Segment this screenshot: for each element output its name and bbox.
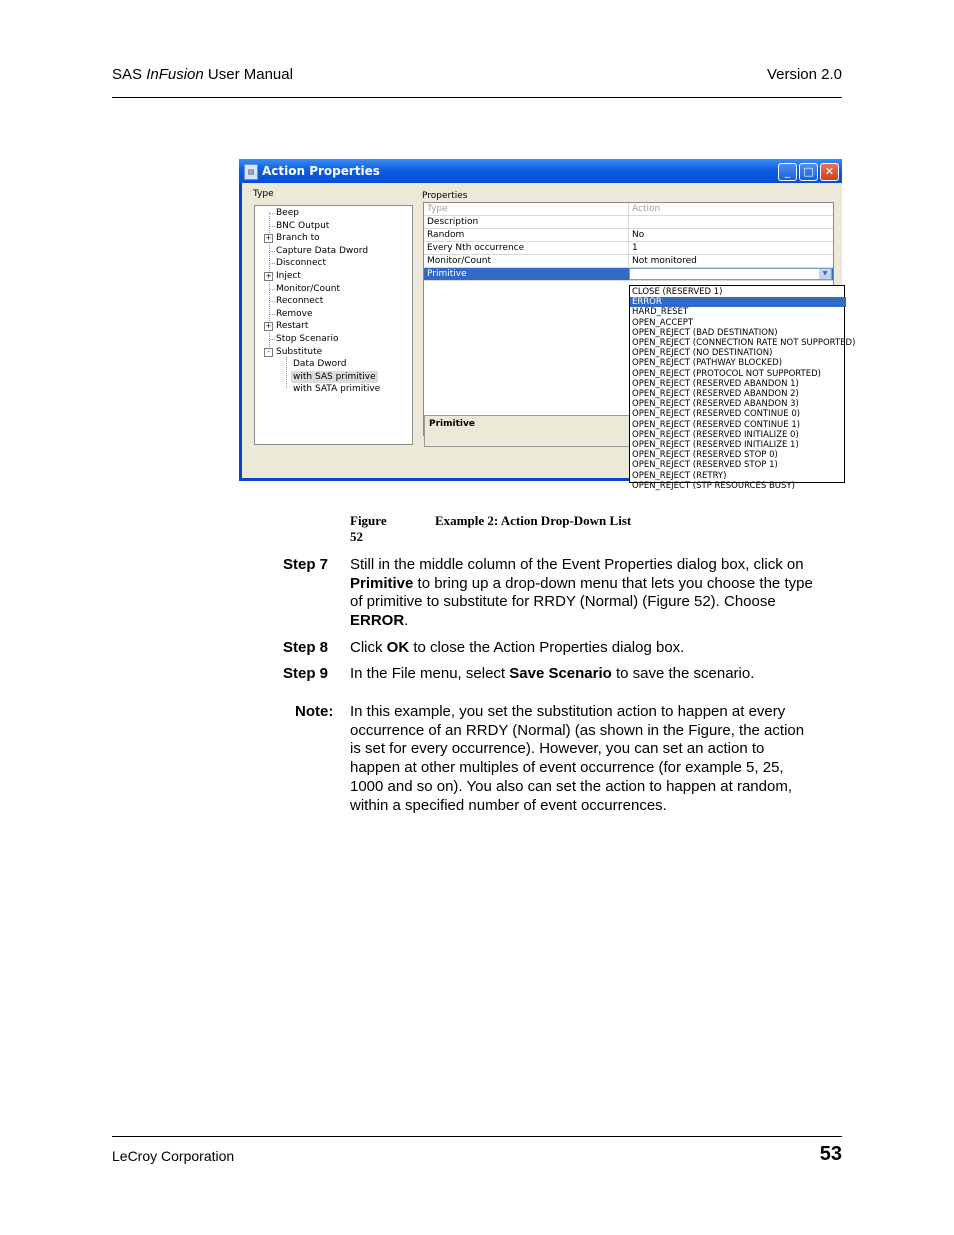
property-value: 1: [632, 243, 638, 253]
type-label: Type: [253, 189, 274, 199]
figure-caption-text: Example 2: Action Drop-Down List: [435, 513, 632, 528]
property-row[interactable]: [424, 242, 833, 255]
step-8-label: Step 8: [283, 639, 329, 656]
app-icon: ▤: [244, 164, 258, 180]
dropdown-option[interactable]: CLOSE (RESERVED 1): [632, 287, 723, 297]
grid-column-divider: [628, 203, 629, 215]
tree-branch-line: [270, 314, 275, 315]
tree-item[interactable]: Capture Data Dword: [276, 245, 369, 256]
properties-label: Properties: [422, 191, 468, 201]
dropdown-option[interactable]: OPEN_REJECT (RETRY): [632, 470, 727, 481]
property-key: Type: [427, 204, 448, 214]
window-titlebar: [239, 159, 842, 183]
tree-item[interactable]: Disconnect: [276, 258, 326, 269]
property-key: Monitor/Count: [427, 256, 491, 266]
dropdown-option[interactable]: OPEN_REJECT (BAD DESTINATION): [632, 327, 778, 338]
window-title: Action Properties: [262, 164, 380, 178]
expand-icon[interactable]: +: [265, 322, 272, 331]
dropdown-option[interactable]: OPEN_REJECT (CONNECTION RATE NOT SUPPORTED): [632, 338, 856, 348]
tree-branch-line: [270, 263, 275, 264]
minimize-button[interactable]: _: [778, 163, 797, 181]
figure-number: Figure 52: [350, 513, 387, 544]
primitive-combo-box[interactable]: [629, 268, 832, 280]
property-row[interactable]: [424, 229, 833, 242]
step-9-text: In the File menu, select Save Scenario to save the scenario.: [350, 665, 755, 682]
header-rule: [112, 97, 842, 98]
property-value: Action: [632, 204, 661, 214]
dropdown-option[interactable]: OPEN_REJECT (STP RESOURCES BUSY): [632, 480, 795, 491]
tree-child-item[interactable]: with SATA primitive: [293, 384, 381, 395]
property-key: Every Nth occurrence: [427, 243, 525, 253]
dropdown-option[interactable]: OPEN_REJECT (RESERVED STOP 0): [632, 450, 778, 461]
tree-connector-line: [286, 357, 287, 389]
footer-company: LeCroy Corporation: [112, 1148, 235, 1164]
tree-child-item[interactable]: Data Dword: [293, 359, 347, 370]
tree-item[interactable]: Stop Scenario: [276, 334, 339, 344]
running-header-title: SAS InFusion User Manual: [112, 66, 293, 83]
maximize-button[interactable]: □: [799, 163, 818, 181]
property-key: Description: [427, 217, 479, 227]
window-client-area: [242, 183, 856, 491]
dropdown-option[interactable]: OPEN_REJECT (RESERVED ABANDON 2): [632, 389, 799, 399]
footer-rule: [112, 1136, 842, 1137]
chevron-down-icon[interactable]: ▼: [819, 269, 831, 279]
property-description-box: [424, 415, 631, 447]
page-number: 53: [819, 1143, 842, 1165]
dropdown-option[interactable]: OPEN_REJECT (RESERVED CONTINUE 1): [632, 419, 801, 430]
dropdown-option[interactable]: HARD_RESET: [632, 307, 689, 318]
grid-column-divider: [628, 229, 629, 241]
note-label: Note:: [295, 703, 334, 720]
step-7-text: Still in the middle column of the Event Properties dialog box, click on Primitive to bring up a drop-down menu that lets you choose the type of primitive to substitute for RRDY (Normal) (Figure 52). Choose ERROR.: [350, 556, 813, 630]
note-text: In this example, you set the substitution action to happen at every occurrence of an RRDY (Normal) (as shown in the Figure, the action is set for every occurrence). However, you can set an action to happen at other multiples of event occurrence (for example 5, 25, 1000 and so on). You also can set the action to happen at random, within a specified number of event occurrences.: [350, 703, 805, 814]
tree-branch-line: [270, 226, 275, 227]
tree-item[interactable]: Reconnect: [276, 296, 324, 307]
grid-column-divider: [628, 242, 629, 254]
primitive-dropdown-list[interactable]: [629, 285, 856, 491]
action-properties-window: [239, 159, 856, 491]
tree-branch-line: [270, 289, 275, 290]
property-key: Random: [427, 230, 465, 240]
close-button[interactable]: ✕: [820, 163, 839, 181]
tree-item[interactable]: BNC Output: [276, 220, 330, 231]
type-tree[interactable]: [254, 205, 413, 445]
dropdown-option[interactable]: OPEN_REJECT (NO DESTINATION): [632, 348, 773, 359]
property-row[interactable]: [424, 216, 833, 229]
dropdown-option[interactable]: OPEN_REJECT (RESERVED ABANDON 3): [632, 399, 799, 410]
property-row[interactable]: [424, 268, 833, 281]
tree-child-item[interactable]: with SAS primitive: [293, 371, 376, 382]
tree-branch-line: [270, 339, 275, 340]
property-row[interactable]: [424, 255, 833, 268]
step-9-label: Step 9: [283, 665, 329, 682]
tree-item[interactable]: Monitor/Count: [276, 283, 340, 294]
tree-item[interactable]: Substitute: [276, 346, 323, 357]
dropdown-option[interactable]: OPEN_REJECT (RESERVED CONTINUE 0): [632, 409, 801, 420]
dropdown-option[interactable]: ERROR: [630, 297, 846, 307]
tree-item[interactable]: Restart: [276, 321, 309, 332]
grid-column-divider: [628, 216, 629, 228]
dropdown-option[interactable]: OPEN_REJECT (PATHWAY BLOCKED): [632, 358, 783, 369]
running-header-version: Version 2.0: [766, 66, 842, 83]
tree-branch-line: [270, 251, 275, 252]
collapse-icon[interactable]: -: [264, 348, 273, 357]
tree-branch-line: [270, 301, 275, 302]
expand-icon[interactable]: +: [265, 234, 272, 243]
tree-item[interactable]: Branch to: [276, 233, 320, 244]
dropdown-option[interactable]: OPEN_REJECT (PROTOCOL NOT SUPPORTED): [632, 368, 821, 379]
step-8-text: Click OK to close the Action Properties dialog box.: [350, 639, 685, 656]
dropdown-option[interactable]: OPEN_REJECT (RESERVED ABANDON 1): [632, 378, 799, 389]
dropdown-option[interactable]: OPEN_REJECT (RESERVED STOP 1): [632, 460, 778, 471]
property-value: No: [632, 230, 645, 240]
tree-item[interactable]: Remove: [276, 308, 313, 319]
dropdown-option[interactable]: OPEN_REJECT (RESERVED INITIALIZE 0): [632, 429, 799, 440]
property-row[interactable]: [424, 203, 833, 216]
step-7-label: Step 7: [283, 556, 329, 573]
property-description-title: Primitive: [429, 419, 475, 429]
expand-icon[interactable]: +: [265, 272, 272, 280]
grid-column-divider: [628, 255, 629, 267]
dropdown-option[interactable]: OPEN_REJECT (RESERVED INITIALIZE 1): [632, 440, 799, 450]
tree-item[interactable]: Inject: [276, 271, 301, 281]
tree-branch-line: [270, 213, 275, 214]
property-key: Primitive: [427, 269, 467, 279]
dropdown-option[interactable]: OPEN_ACCEPT: [632, 317, 694, 328]
property-value: Not monitored: [632, 256, 697, 266]
tree-item[interactable]: Beep: [276, 208, 299, 218]
